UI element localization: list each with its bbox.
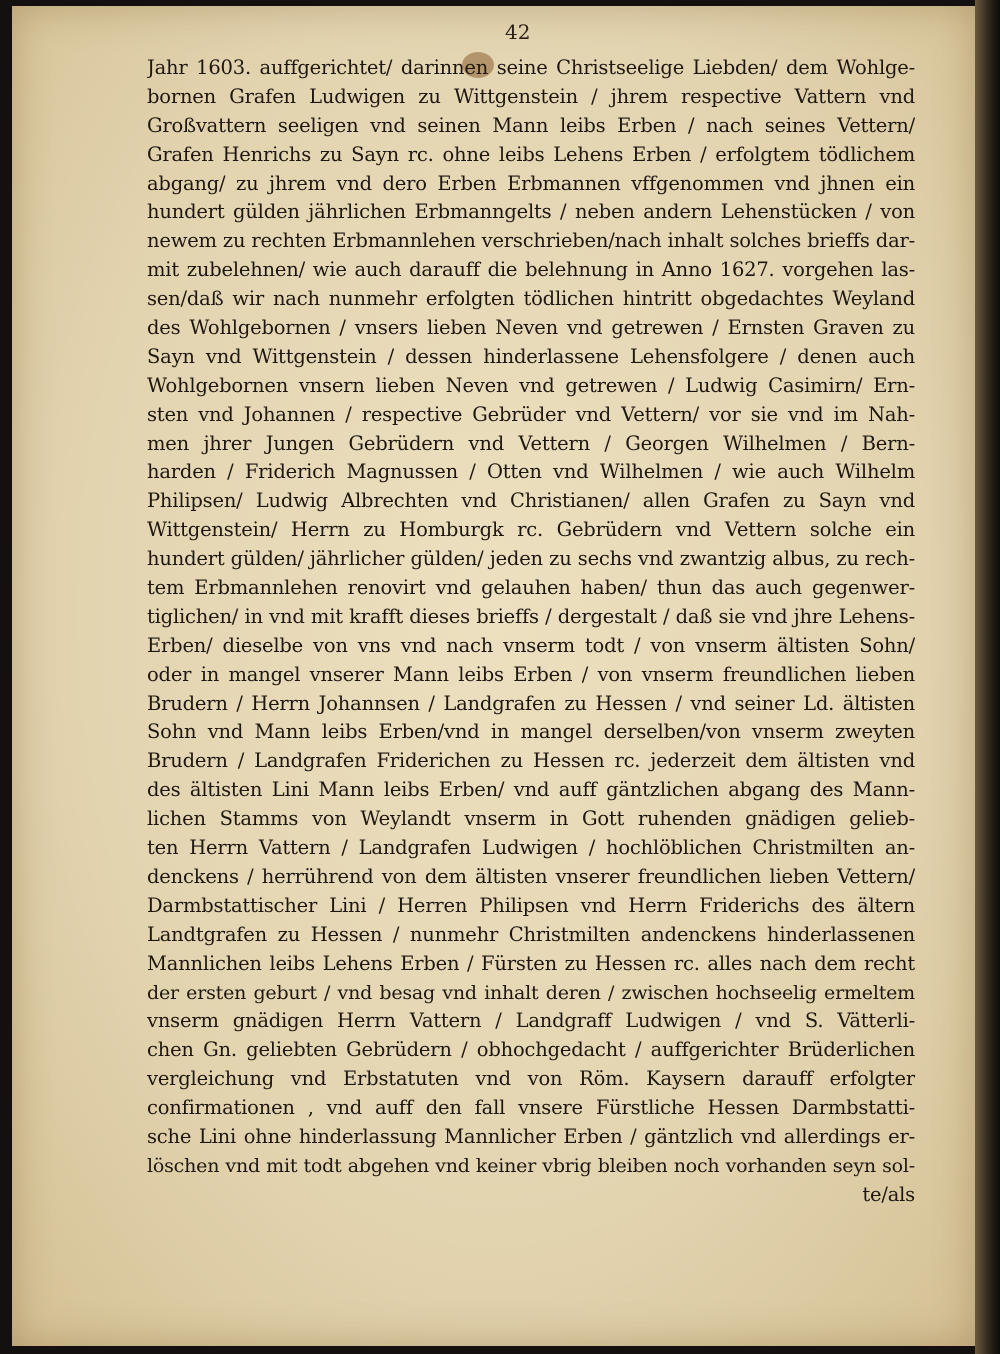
- catchword: te/als: [862, 1182, 915, 1206]
- text-line: Landtgrafen zu Hessen / nunmehr Christmilten andenckens hinderlassenen: [147, 922, 915, 946]
- text-line: Brudern / Landgrafen Friderichen zu Hessen rc. jederzeit dem ältisten vnd: [147, 749, 915, 773]
- text-line: Darmbstattischer Lini / Herren Philipsen vnd Herrn Friderichs des ältern: [147, 893, 915, 917]
- text-line: denckens / herrührend von dem ältisten vnserer freundlichen lieben Vettern/: [147, 864, 915, 888]
- text-line: Mannlichen leibs Lehens Erben / Fürsten zu Hessen rc. alles nach dem recht: [147, 951, 915, 975]
- text-line: lichen Stamms von Weylandt vnserm in Gott ruhenden gnädigen gelieb-: [147, 807, 915, 831]
- text-line: newem zu rechten Erbmannlehen verschrieben/nach inhalt solches brieffs dar-: [147, 229, 915, 253]
- text-line: Sayn vnd Wittgenstein / dessen hinderlassene Lehensfolgere / denen auch: [147, 344, 915, 368]
- text-line: abgang/ zu jhrem vnd dero Erben Erbmannen vffgenommen vnd jhnen ein: [147, 171, 915, 195]
- text-line: sten vnd Johannen / respective Gebrüder vnd Vettern/ vor sie vnd im Nah-: [147, 402, 915, 426]
- text-line: men jhrer Jungen Gebrüdern vnd Vettern / Georgen Wilhelmen / Bern-: [147, 431, 915, 455]
- text-line: harden / Friderich Magnussen / Otten vnd Wilhelmen / wie auch Wilhelm: [147, 460, 915, 484]
- body-text: [147, 54, 915, 1210]
- text-line: Erben/ dieselbe von vns vnd nach vnserm todt / von vnserm ältisten Sohn/: [147, 633, 915, 657]
- text-line: chen Gn. geliebten Gebrüdern / obhochgedacht / auffgerichter Brüderlichen: [147, 1038, 915, 1062]
- text-line: Brudern / Herrn Johannsen / Landgrafen zu Hessen / vnd seiner Ld. ältisten: [147, 691, 915, 715]
- text-line: Philipsen/ Ludwig Albrechten vnd Christianen/ allen Grafen zu Sayn vnd: [147, 489, 915, 513]
- text-line: des Wohlgebornen / vnsers lieben Neven vnd getrewen / Ernsten Graven zu: [147, 316, 915, 340]
- text-line: vnserm gnädigen Herrn Vattern / Landgraff Ludwigen / vnd S. Vätterli-: [147, 1009, 915, 1033]
- text-line: Sohn vnd Mann leibs Erben/vnd in mangel derselben/von vnserm zweyten: [147, 720, 915, 744]
- text-line: Jahr 1603. auffgerichtet/ darinnen seine Christseelige Liebden/ dem Wohlge-: [147, 56, 915, 79]
- text-line: bornen Grafen Ludwigen zu Wittgenstein / jhrem respective Vattern vnd: [147, 84, 915, 108]
- text-line: tiglichen/ in vnd mit krafft dieses brieffs / dergestalt / daß sie vnd jhre Lehens-: [147, 604, 915, 628]
- text-line: löschen vnd mit todt abgehen vnd keiner vbrig bleiben noch vorhanden seyn sol-: [147, 1154, 915, 1177]
- text-line: sen/daß wir nach nunmehr erfolgten tödlichen hintritt obgedachtes Weyland: [147, 287, 915, 311]
- text-line: Wittgenstein/ Herrn zu Homburgk rc. Gebrüdern vnd Vettern solche ein: [147, 518, 915, 542]
- text-line: des ältisten Lini Mann leibs Erben/ vnd auff gäntzlichen abgang des Mann-: [147, 778, 915, 802]
- text-line: oder in mangel vnserer Mann leibs Erben / von vnserm freundlichen lieben: [147, 662, 915, 686]
- page-number: 42: [505, 20, 531, 44]
- text-line: Grafen Henrichs zu Sayn rc. ohne leibs Lehens Erben / erfolgtem tödlichem: [147, 142, 915, 166]
- text-line: confirmationen , vnd auff den fall vnsere Fürstliche Hessen Darmbstatti-: [147, 1096, 915, 1120]
- page-edge: [975, 0, 1000, 1354]
- text-line: ten Herrn Vattern / Landgrafen Ludwigen / hochlöblichen Christmilten an-: [147, 836, 915, 860]
- text-line: mit zubelehnen/ wie auch darauff die belehnung in Anno 1627. vorgehen las-: [147, 258, 915, 282]
- text-line: tem Erbmannlehen renovirt vnd gelauhen haben/ thun das auch gegenwer-: [147, 576, 915, 600]
- text-line: sche Lini ohne hinderlassung Mannlicher Erben / gäntzlich vnd allerdings er-: [147, 1124, 915, 1148]
- text-line: hundert gülden jährlichen Erbmanngelts / neben andern Lehenstücken / von: [147, 200, 915, 224]
- text-line: hundert gülden/ jährlicher gülden/ jeden zu sechs vnd zwantzig albus, zu rech-: [147, 547, 915, 571]
- text-line: der ersten geburt / vnd besag vnd inhalt deren / zwischen hochseelig ermeltem: [147, 981, 915, 1004]
- text-line: Großvattern seeligen vnd seinen Mann leibs Erben / nach seines Vettern/: [147, 113, 915, 137]
- text-line: Wohlgebornen vnsern lieben Neven vnd getrewen / Ludwig Casimirn/ Ern-: [147, 373, 915, 397]
- text-line: vergleichung vnd Erbstatuten vnd von Röm. Kaysern darauff erfolgter: [147, 1067, 915, 1091]
